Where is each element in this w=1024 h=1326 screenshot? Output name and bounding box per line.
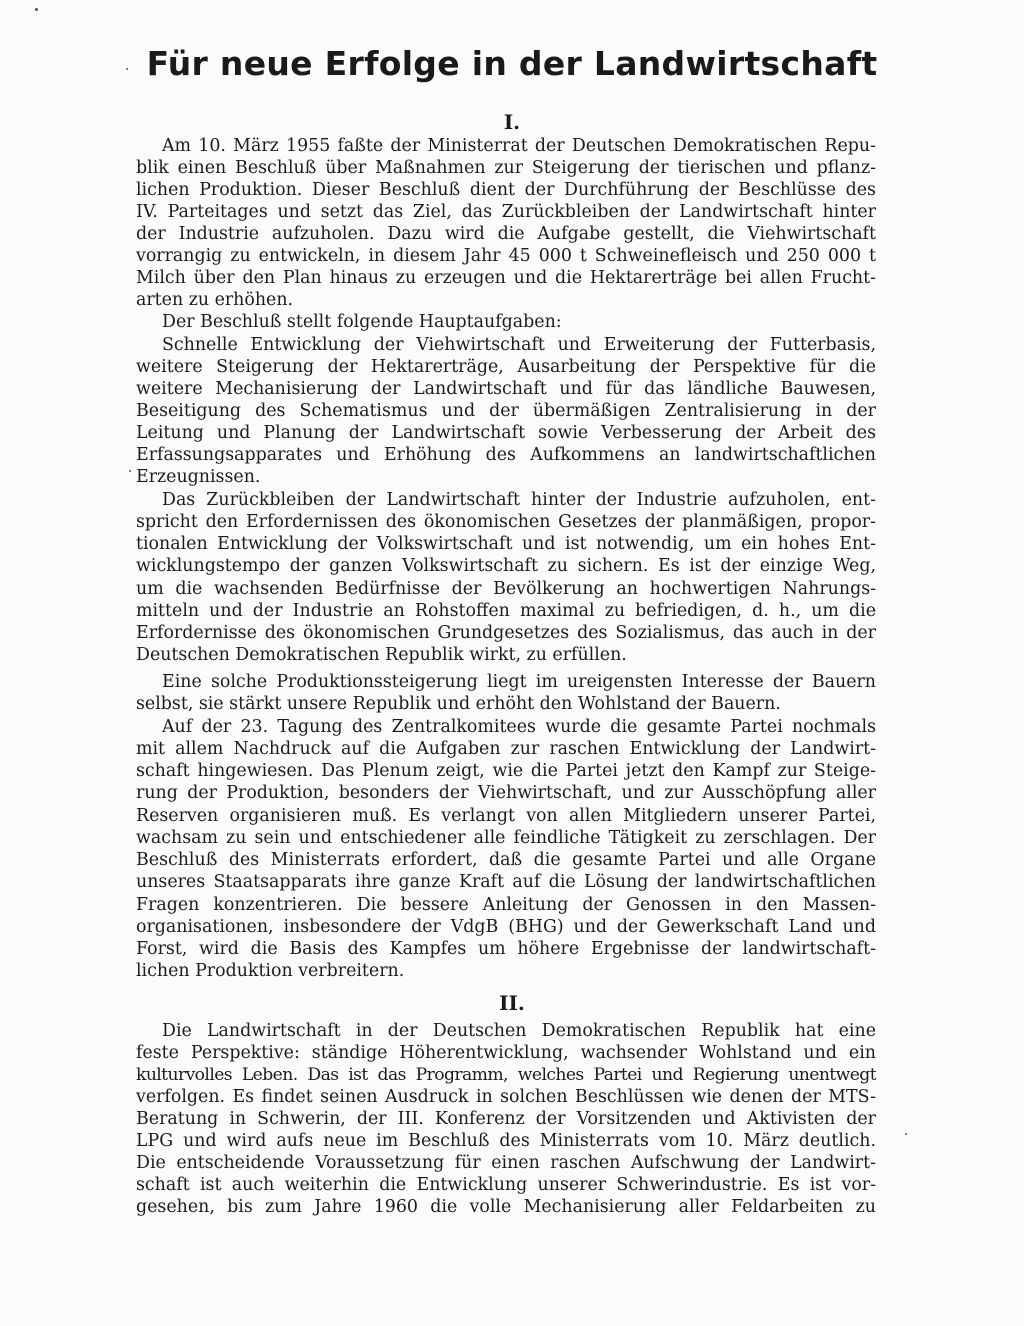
text-line: IV. Parteitages und setzt das Ziel, das Zurückbleiben der Landwirtschaft hinter xyxy=(136,202,876,222)
text-line: vorrangig zu entwickeln, in diesem Jahr 45 000 t Schweinefleisch und 250 000 t xyxy=(136,246,876,266)
text-line: Reserven organisieren muß. Es verlangt von allen Mitgliedern unserer Partei, xyxy=(136,806,876,826)
text-line: feste Perspektive: ständige Höherentwicklung, wachsender Wohlstand und ein xyxy=(136,1043,876,1063)
text-line: Erfordernisse des ökonomischen Grundgesetzes des Sozialismus, das auch in der xyxy=(136,623,876,643)
text-line: mit allem Nachdruck auf die Aufgaben zur raschen Entwicklung der Landwirt- xyxy=(136,739,876,759)
text-line: Leitung und Planung der Landwirtschaft sowie Verbesserung der Arbeit des xyxy=(136,423,876,443)
text-line: lichen Produktion verbreitern. xyxy=(136,961,405,981)
text-line: Forst, wird die Basis des Kampfes um höhere Ergebnisse der landwirtschaft- xyxy=(136,939,876,959)
text-line: schaft ist auch weiterhin die Entwicklung unserer Schwerindustrie. Es ist vor- xyxy=(136,1175,876,1195)
text-line: LPG und wird aufs neue im Beschluß des Ministerrats vom 10. März deutlich. xyxy=(136,1131,876,1151)
text-line: mitteln und der Industrie an Rohstoffen maximal zu befriedigen, d. h., um die xyxy=(136,601,876,621)
text-line: Am 10. März 1955 faßte der Ministerrat der Deutschen Demokratischen Repu- xyxy=(162,136,876,156)
text-line: Erzeugnissen. xyxy=(136,467,261,487)
scan-speck xyxy=(905,1133,907,1135)
text-line: um die wachsenden Bedürfnisse der Bevölkerung an hochwertigen Nahrungs- xyxy=(136,579,876,599)
scan-speck xyxy=(129,470,131,472)
text-line: tionalen Entwicklung der Volkswirtschaft und ist notwendig, um ein hohes Ent- xyxy=(136,534,876,554)
text-line: der Industrie aufzuholen. Dazu wird die Aufgabe gestellt, die Viehwirtschaft xyxy=(136,224,876,244)
text-line: Der Beschluß stellt folgende Hauptaufgaben: xyxy=(162,312,562,332)
scan-speck xyxy=(126,68,128,70)
text-line: verfolgen. Es findet seinen Ausdruck in solchen Beschlüssen wie denen der MTS- xyxy=(136,1087,876,1107)
text-line: Die entscheidende Voraussetzung für einen raschen Aufschwung der Landwirt- xyxy=(136,1153,876,1173)
text-line: selbst, sie stärkt unsere Republik und erhöht den Wohlstand der Bauern. xyxy=(136,694,781,714)
text-line: gesehen, bis zum Jahre 1960 die volle Mechanisierung aller Feldarbeiten zu xyxy=(136,1197,876,1217)
text-line: rung der Produktion, besonders der Viehwirtschaft, und zur Ausschöpfung aller xyxy=(136,783,876,803)
text-line: Deutschen Demokratischen Republik wirkt, zu erfüllen. xyxy=(136,645,627,665)
text-line: arten zu erhöhen. xyxy=(136,290,294,310)
text-line: Eine solche Produktionssteigerung liegt im ureigensten Interesse der Bauern xyxy=(162,672,876,692)
text-line: Erfassungsapparates und Erhöhung des Aufkommens an landwirtschaftlichen xyxy=(136,445,876,465)
text-line: wachsam zu sein und entschiedener alle feindliche Tätigkeit zu zerschlagen. Der xyxy=(136,828,876,848)
scan-speck xyxy=(35,8,38,11)
text-line: wicklungstempo der ganzen Volkswirtschaft zu sichern. Es ist der einzige Weg, xyxy=(136,556,876,576)
text-line: weitere Steigerung der Hektarerträge, Ausarbeitung der Perspektive für die xyxy=(136,357,876,377)
text-line: Beschluß des Ministerrats erfordert, daß die gesamte Partei und alle Organe xyxy=(136,850,876,870)
text-line: Schnelle Entwicklung der Viehwirtschaft und Erweiterung der Futterbasis, xyxy=(162,335,876,355)
text-line: Beseitigung des Schematismus und der übermäßigen Zentralisierung in der xyxy=(136,401,876,421)
text-line: Fragen konzentrieren. Die bessere Anleitung der Genossen in den Massen- xyxy=(136,895,876,915)
text-line: kulturvolles Leben. Das ist das Programm, welches Partei und Regierung unentwegt xyxy=(136,1065,876,1085)
text-line: Beratung in Schwerin, der III. Konferenz der Vorsitzenden und Aktivisten der xyxy=(136,1109,876,1129)
text-line: weitere Mechanisierung der Landwirtschaft und für das ländliche Bauwesen, xyxy=(136,379,876,399)
section-heading-2: II. xyxy=(499,991,525,1015)
text-line: Die Landwirtschaft in der Deutschen Demokratischen Republik hat eine xyxy=(162,1021,876,1041)
text-line: blik einen Beschluß über Maßnahmen zur Steigerung der tierischen und pflanz- xyxy=(136,158,876,178)
text-line: Auf der 23. Tagung des Zentralkomitees wurde die gesamte Partei nochmals xyxy=(162,717,876,737)
text-line: unseres Staatsapparats ihre ganze Kraft auf die Lösung der landwirtschaftlichen xyxy=(136,872,876,892)
text-line: organisationen, insbesondere der VdgB (BHG) und der Gewerkschaft Land und xyxy=(136,917,876,937)
text-line: Das Zurückbleiben der Landwirtschaft hinter der Industrie aufzuholen, ent- xyxy=(162,490,876,510)
article-title: Für neue Erfolge in der Landwirtschaft xyxy=(146,44,878,83)
section-heading-1: I. xyxy=(503,110,521,134)
text-line: Milch über den Plan hinaus zu erzeugen und die Hektarerträge bei allen Frucht- xyxy=(136,268,876,288)
text-line: spricht den Erfordernissen des ökonomischen Gesetzes der planmäßigen, propor- xyxy=(136,512,876,532)
text-line: schaft hingewiesen. Das Plenum zeigt, wie die Partei jetzt den Kampf zur Steige- xyxy=(136,761,876,781)
text-line: lichen Produktion. Dieser Beschluß dient der Durchführung der Beschlüsse des xyxy=(136,180,876,200)
